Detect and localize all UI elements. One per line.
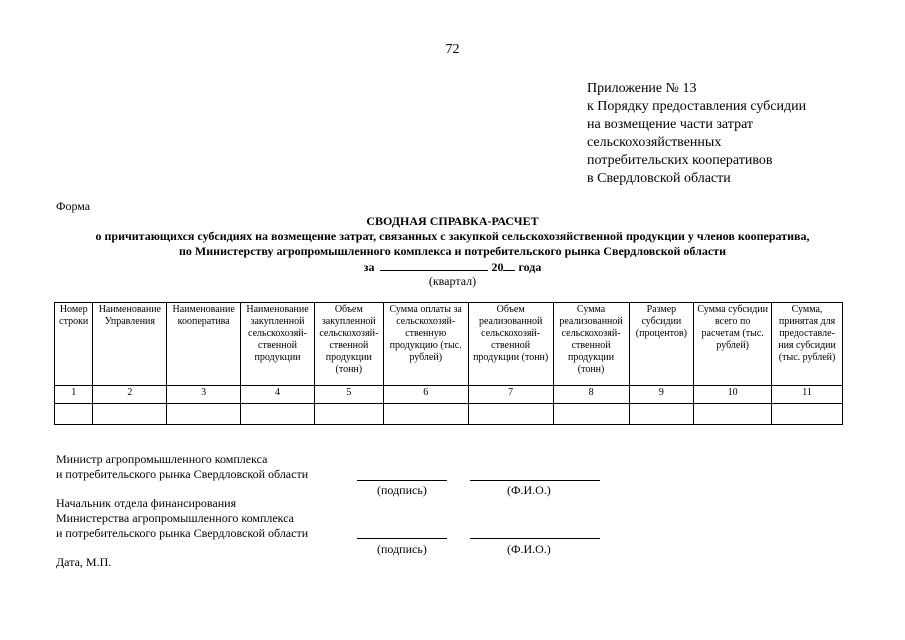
signer-2-signature-line[interactable] [357,538,447,539]
column-number: 10 [694,386,772,404]
appendix-line: Приложение № 13 [587,81,697,96]
signer-1-signature-caption: (подпись) [377,483,427,497]
header-cooperative: Наименование кооператива [167,303,241,386]
column-number: 6 [383,386,468,404]
signer-2-title [56,496,308,541]
signer-2-name-line[interactable] [470,538,600,539]
document-title [0,214,905,259]
period-caption: (квартал) [428,274,477,288]
signer-2-line: и потребительского рынка Свердловской области [56,526,309,540]
column-number: 9 [629,386,694,404]
page-number: 72 [445,42,460,57]
date-stamp-label: Дата, М.П. [56,555,112,569]
table-cell[interactable] [772,404,843,425]
header-product-name: Наименование закупленной сельскохозяй-ственной продукции [241,303,315,386]
form-label: Форма [56,199,91,213]
appendix-line: потребительских кооперативов [587,153,773,168]
header-sold-sum: Сумма реализованной сельскохозяй-ственной продукции (тонн) [553,303,629,386]
signer-2-name-caption: (Ф.И.О.) [507,542,551,556]
appendix-line: в Свердловской области [587,171,731,186]
header-row-number: Номер строки [55,303,93,386]
table-header-row [55,303,843,386]
table-cell[interactable] [694,404,772,425]
column-number: 7 [468,386,553,404]
period-line [0,259,905,275]
table-cell[interactable] [383,404,468,425]
table-cell[interactable] [468,404,553,425]
table-cell[interactable] [314,404,383,425]
header-payment-sum: Сумма оплаты за сельскохозяй-ственную продукцию (тыс. рублей) [383,303,468,386]
signer-1-signature-line[interactable] [357,480,447,481]
column-number: 5 [314,386,383,404]
header-subsidy-accepted: Сумма, принятая для предоставле-ния субсидии (тыс. рублей) [772,303,843,386]
header-purchased-volume: Объем закупленной сельскохозяй-ственной продукции (тонн) [314,303,383,386]
appendix-reference [587,80,806,188]
signer-1-name-caption: (Ф.И.О.) [507,483,551,497]
title-line-3: по Министерству агропромышленного комплекса и потребительского рынка Свердловской области [179,244,726,258]
table-cell[interactable] [55,404,93,425]
table-cell[interactable] [93,404,167,425]
table-cell[interactable] [629,404,694,425]
table-cell[interactable] [553,404,629,425]
quarter-blank[interactable] [380,259,488,271]
column-number: 4 [241,386,315,404]
header-subsidy-rate: Размер субсидии (процентов) [629,303,694,386]
year-prefix: 20 [491,260,504,274]
column-number-row [55,386,843,404]
column-number: 8 [553,386,629,404]
table-cell[interactable] [241,404,315,425]
column-number: 1 [55,386,93,404]
signer-2-signature-caption: (подпись) [377,542,427,556]
title-line-1: СВОДНАЯ СПРАВКА-РАСЧЕТ [366,214,539,228]
column-number: 3 [167,386,241,404]
signer-2-line: Министерства агропромышленного комплекса [56,511,295,525]
table-row [55,404,843,425]
signer-1-title [56,452,308,482]
table-cell[interactable] [167,404,241,425]
signer-1-line: и потребительского рынка Свердловской области [56,467,309,481]
appendix-line: сельскохозяйственных [587,135,722,150]
header-department: Наименование Управления [93,303,167,386]
header-sold-volume: Объем реализованной сельскохозяй-ственной продукции (тонн) [468,303,553,386]
signer-1-name-line[interactable] [470,480,600,481]
year-blank[interactable] [503,259,515,271]
header-subsidy-total: Сумма субсидии всего по расчетам (тыс. рублей) [694,303,772,386]
signer-1-line: Министр агропромышленного комплекса [56,452,268,466]
appendix-line: к Порядку предоставления субсидии [587,99,807,114]
appendix-line: на возмещение части затрат [587,117,754,132]
signer-2-line: Начальник отдела финансирования [56,496,237,510]
period-suffix: года [518,260,542,274]
column-number: 2 [93,386,167,404]
column-number: 11 [772,386,843,404]
calculation-table [54,302,843,425]
title-line-2: о причитающихся субсидиях на возмещение затрат, связанных с закупкой сельскохозяйственной продукции у членов кооператива, [95,229,810,243]
period-prefix: за [363,260,375,274]
